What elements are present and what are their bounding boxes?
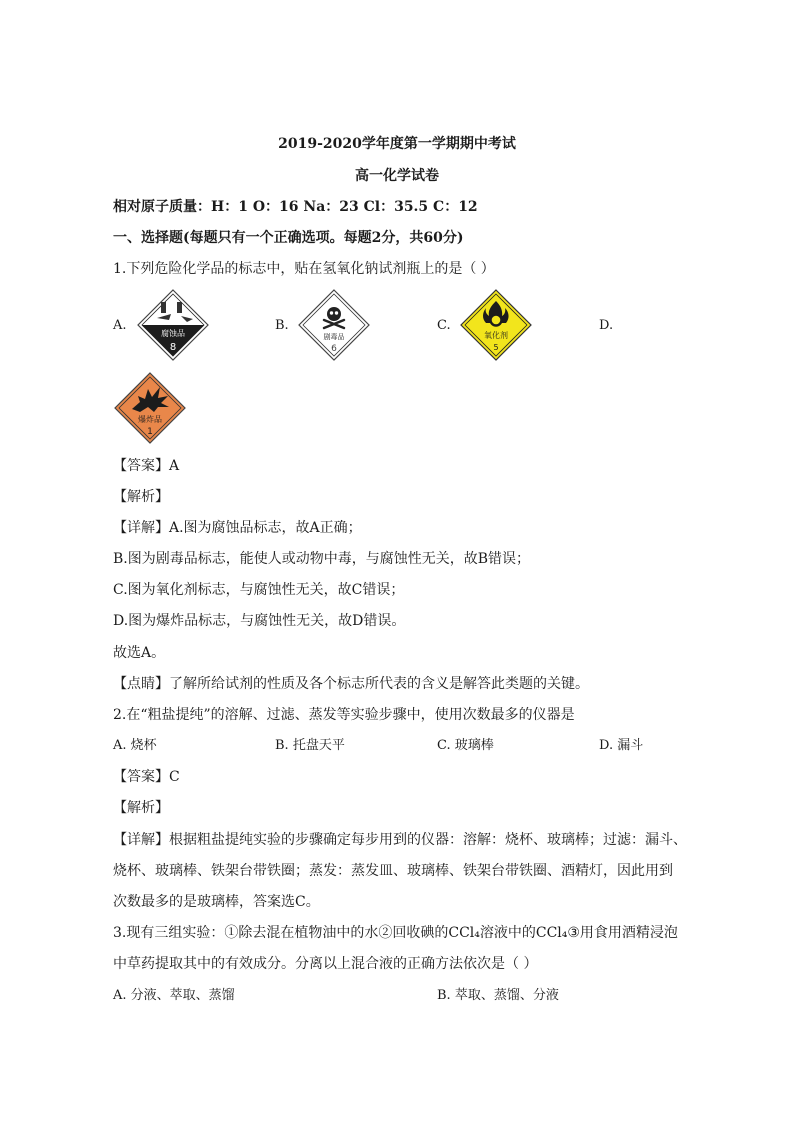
option-a-letter: A.	[113, 318, 127, 333]
q2-option-b: B. 托盘天平	[275, 738, 345, 753]
explosive-sign-icon	[114, 372, 186, 444]
q1-answer: 【答案】A	[113, 458, 180, 474]
oxidizer-sign-icon	[460, 289, 532, 361]
question-3-stem-line-2: 中草药提取其中的有效成分。分离以上混合液的正确方法依次是（ ）	[113, 956, 538, 972]
question-2-stem: 2.在“粗盐提纯”的溶解、过滤、蒸发等实验步骤中，使用次数最多的仪器是	[113, 707, 575, 723]
q1-detail-1: 【详解】A.图为腐蚀品标志，故A正确；	[113, 520, 362, 536]
question-1-stem: 1.下列危险化学品的标志中，贴在氢氧化钠试剂瓶上的是（ ）	[113, 261, 495, 277]
oxidizer-sign-number: 5	[493, 343, 499, 352]
q2-option-a: A. 烧杯	[113, 738, 157, 753]
explosive-sign-number: 1	[147, 427, 153, 437]
corrosive-sign-icon	[137, 289, 209, 361]
q2-detail-2: 烧杯、玻璃棒、铁架台带铁圈；蒸发：蒸发皿、玻璃棒、铁架台带铁圈、酒精灯，因此用到	[113, 863, 673, 879]
option-d-letter: D.	[599, 318, 614, 333]
subject-title: 高一化学试卷	[355, 168, 439, 184]
option-b-letter: B.	[275, 318, 289, 333]
q1-analysis-label: 【解析】	[113, 489, 169, 505]
section-heading: 一、选择题(每题只有一个正确选项。每题2分，共60分)	[113, 230, 464, 246]
q1-detail-2: B.图为剧毒品标志，能使人或动物中毒，与腐蚀性无关，故B错误；	[113, 551, 531, 567]
q2-analysis-label: 【解析】	[113, 800, 169, 816]
q2-detail-3: 次数最多的是玻璃棒，答案选C。	[113, 894, 320, 910]
question-3-stem-line-1: 3.现有三组实验：①除去混在植物油中的水②回收碘的CCl₄溶液中的CCl₄③用食用酒精浸泡	[113, 925, 678, 941]
toxic-sign-label: 剧毒品	[323, 333, 345, 341]
exam-title: 2019-2020学年度第一学期期中考试	[278, 136, 516, 152]
q3-option-a: A. 分液、萃取、蒸馏	[113, 988, 235, 1003]
atomic-masses: 相对原子质量：H：1 O：16 Na：23 Cl：35.5 C：12	[113, 199, 478, 215]
q1-tip: 【点睛】了解所给试剂的性质及各个标志所代表的含义是解答此类题的关键。	[113, 676, 589, 692]
oxidizer-sign-label: 氧化剂	[484, 331, 508, 340]
q2-answer: 【答案】C	[113, 769, 180, 785]
toxic-sign-number: 6	[331, 344, 337, 354]
q1-conclusion: 故选A。	[113, 645, 166, 661]
q1-detail-4: D.图为爆炸品标志，与腐蚀性无关，故D错误。	[113, 613, 406, 629]
toxic-sign-icon	[298, 289, 370, 361]
q2-detail-1: 【详解】根据粗盐提纯实验的步骤确定每步用到的仪器：溶解：烧杯、玻璃棒；过滤：漏斗、	[113, 832, 687, 848]
q2-option-c: C. 玻璃棒	[437, 738, 494, 753]
q1-detail-3: C.图为氧化剂标志，与腐蚀性无关，故C错误；	[113, 582, 405, 598]
q3-option-b: B. 萃取、蒸馏、分液	[437, 988, 559, 1003]
option-c-letter: C.	[437, 318, 451, 333]
corrosive-sign-number: 8	[169, 342, 177, 353]
corrosive-sign-label: 腐蚀品	[161, 329, 185, 338]
explosive-sign-label: 爆炸品	[138, 415, 162, 424]
q2-option-d: D. 漏斗	[599, 738, 644, 753]
